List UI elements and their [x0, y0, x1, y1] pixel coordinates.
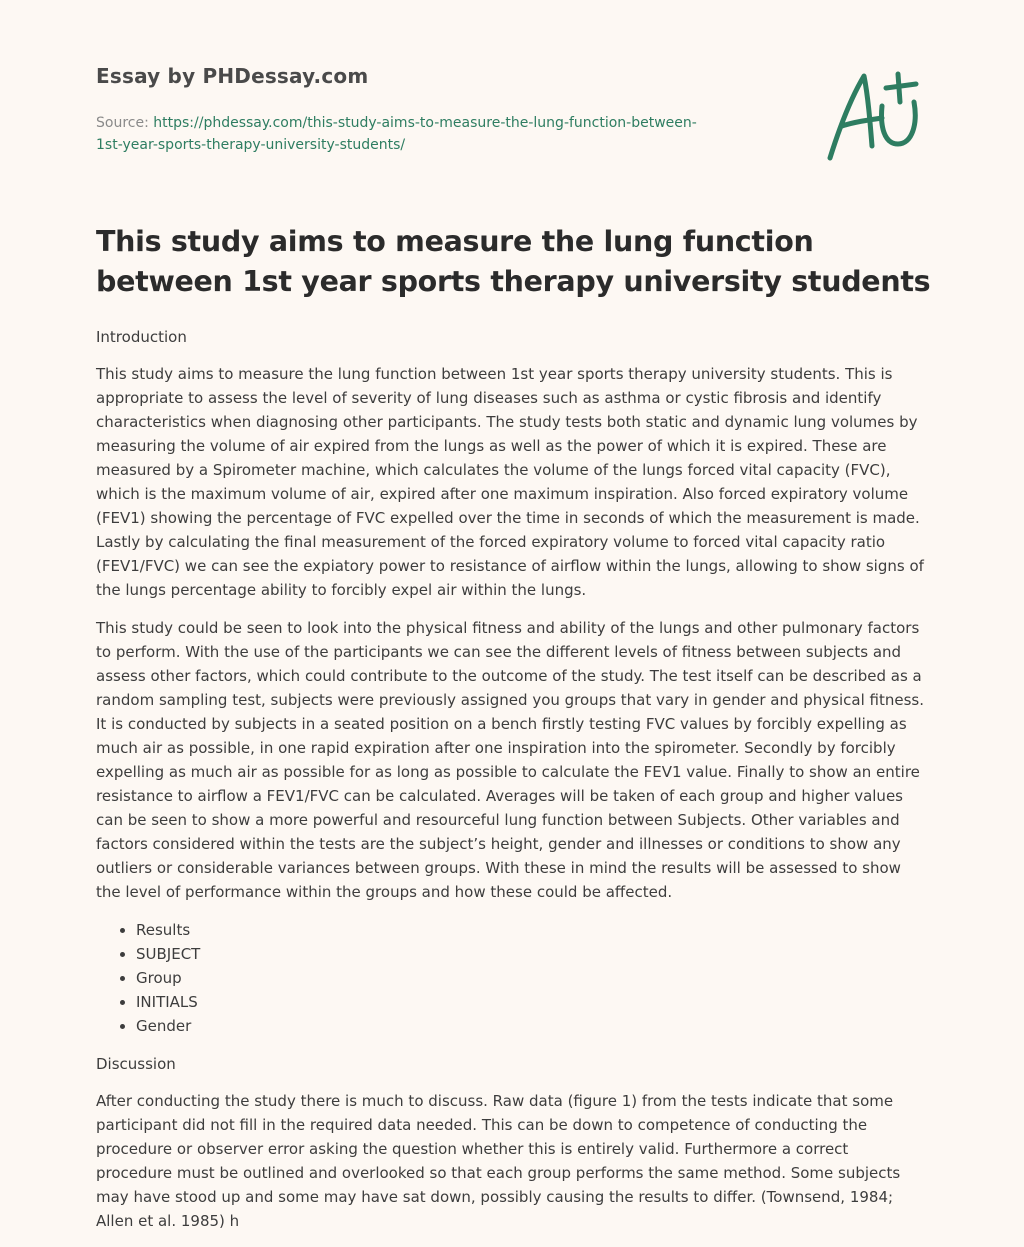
list-item: • SUBJECT [136, 942, 928, 966]
list-item: • INITIALS [136, 990, 928, 1014]
source-link[interactable] [96, 115, 697, 153]
source-label: Source: [96, 115, 149, 131]
essay-body [96, 325, 928, 1247]
introduction-heading: Introduction [96, 328, 187, 346]
paragraph-introduction: This study aims to measure the lung function between 1st year sports therapy university students. This is appropriate to assess the level of severity of lung diseases such as asthma or cystic fibrosis and identify characteristics when diagnosing other participants. The study tests both static and dynamic lung volumes by measuring the volume of air expired from the lungs as well as the power of which it is expired. These are measured by a Spirometer machine, which calculates the volume of the lungs forced vital capacity (FVC), which is the maximum volume of air, expired after one maximum inspiration. Also forced expiratory volume (FEV1) showing the percentage of FVC expelled over the time in seconds of which the measurement is made. Lastly by calculating the final measurement of the forced expiratory volume to forced vital capacity ratio (FEV1/FVC) we can see the expiatory power to resistance of airflow within the lungs, allowing to show signs of the lungs percentage ability to forcibly expel air within the lungs. [96, 365, 924, 599]
source-link-line-2: 1st-year-sports-therapy-university-students/ [96, 137, 406, 153]
list-item: • Gender [136, 1014, 928, 1038]
a-plus-logo-icon [820, 66, 930, 166]
source-line [96, 112, 796, 156]
site-title: Essay by PHDessay.com [96, 64, 369, 88]
paragraph-study-description: This study could be seen to look into the physical fitness and ability of the lungs and other pulmonary factors to perform. With the use of the participants we can see the different levels of fitness between subjects and assess other factors, which could contribute to the outcome of the study. The test itself can be described as a random sampling test, subjects were previously assigned you groups that vary in gender and physical fitness. It is conducted by subjects in a seated position on a bench firstly testing FVC values by forcibly expelling as much air as possible, in one rapid expiration after one inspiration into the spirometer. Secondly by forcibly expelling as much air as possible for as long as possible to calculate the FEV1 value. Finally to show an entire resistance to airflow a FEV1/FVC can be calculated. Averages will be taken of each group and higher values can be seen to show a more powerful and resourceful lung function between Subjects. Other variables and factors considered within the tests are the subject’s height, gender and illnesses or conditions to show any outliers or considerable variances between groups. With these in mind the results will be assessed to show the level of performance within the groups and how these could be affected. [96, 619, 925, 901]
discussion-heading: Discussion [96, 1055, 176, 1073]
list-item: • Results [136, 918, 928, 942]
essay-title: This study aims to measure the lung function between 1st year sports therapy university students [96, 225, 931, 298]
results-list [96, 918, 928, 1038]
paragraph-discussion: After conducting the study there is much to discuss. Raw data (figure 1) from the tests indicate that some participant did not fill in the required data needed. This can be down to competence of conducting the procedure or observer error asking the question whether this is entirely valid. Furthermore a correct procedure must be outlined and overlooked so that each group performs the same method. Some subjects may have stood up and some may have sat down, possibly causing the results to differ. (Townsend, 1984; Allen et al. 1985) h [96, 1092, 901, 1230]
source-link-line-1: https://phdessay.com/this-study-aims-to-measure-the-lung-function-between- [153, 115, 697, 131]
list-item: • Group [136, 966, 928, 990]
